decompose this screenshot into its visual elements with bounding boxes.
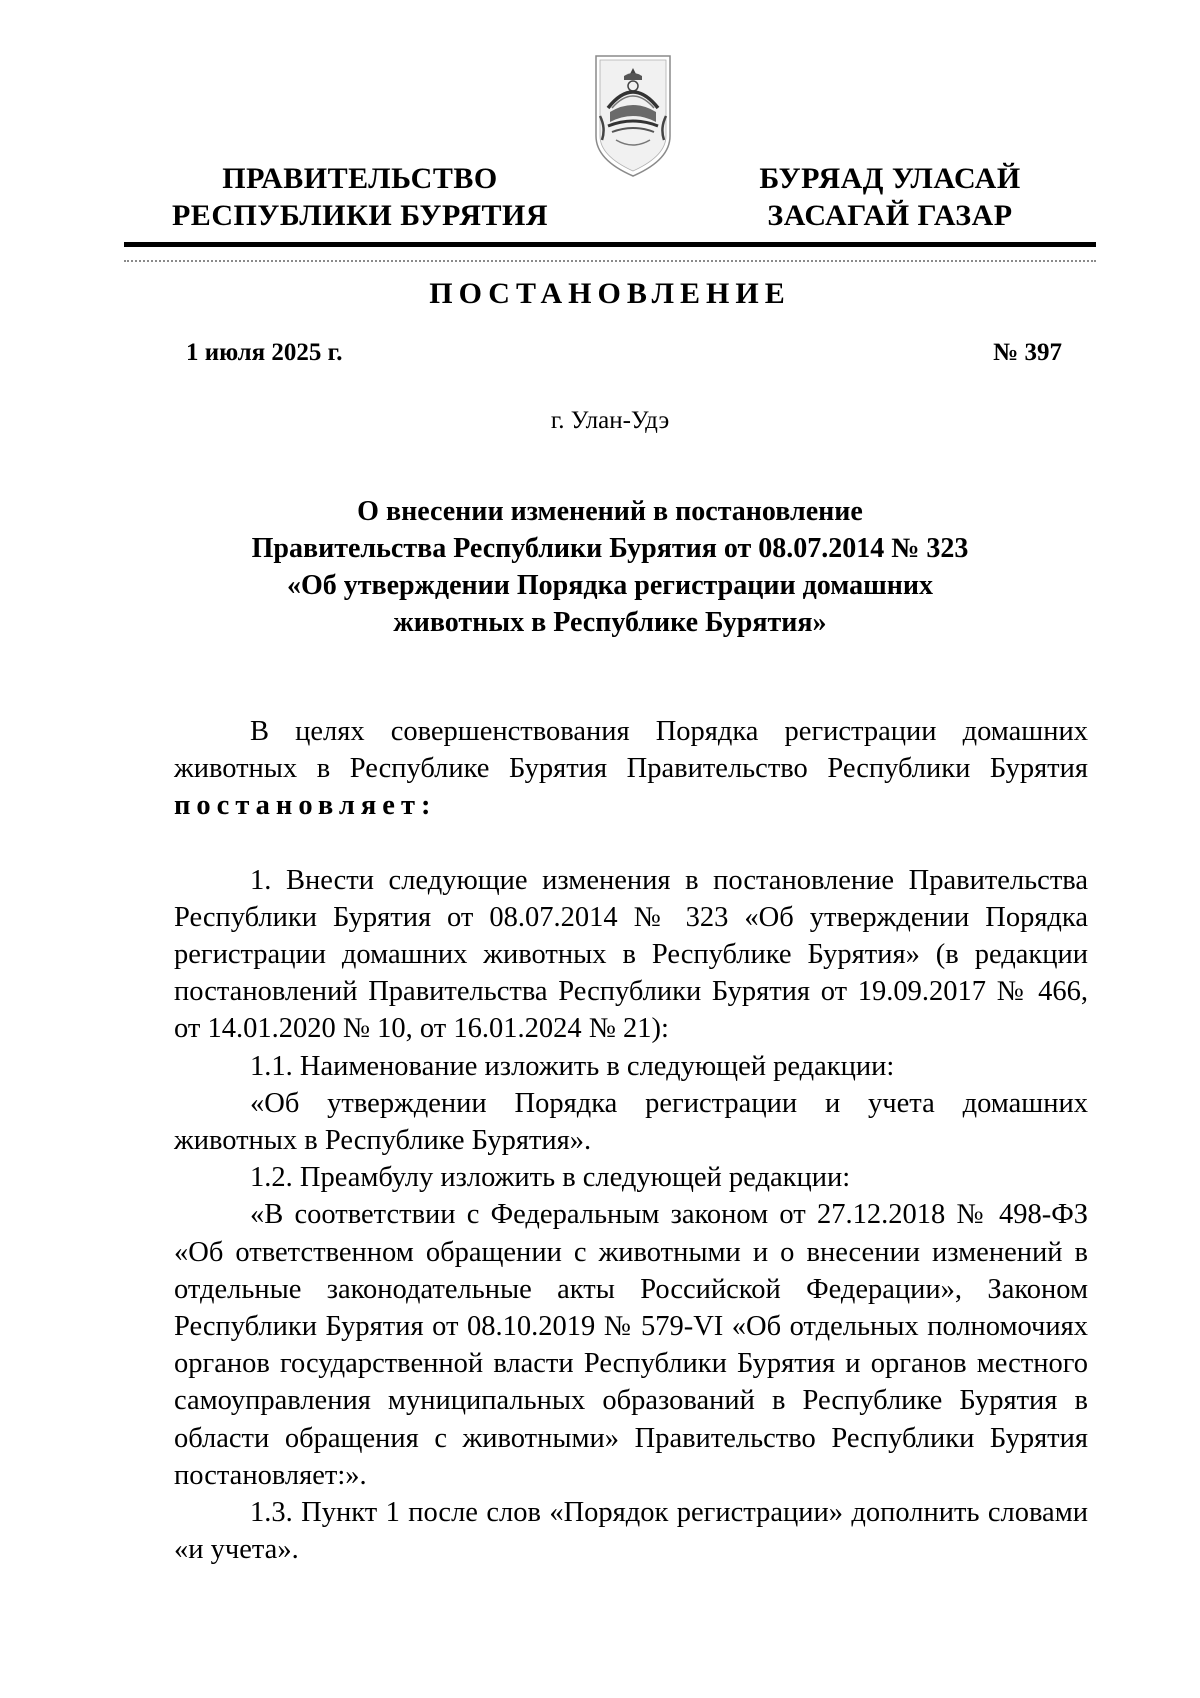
org-name-buryat-line-2: ЗАСАГАЙ ГАЗАР	[767, 199, 1013, 232]
document-body	[174, 713, 1088, 1568]
coat-of-arms-icon	[590, 52, 676, 180]
title-line: О внесении изменений в постановление	[357, 496, 863, 527]
document-city: г. Улан-Удэ	[550, 407, 670, 434]
document-title	[124, 493, 1096, 641]
document-number: № 397	[993, 339, 1062, 366]
clause-1-1: 1.1. Наименование изложить в следующей редакции:	[250, 1050, 895, 1082]
title-line: «Об утверждении Порядка регистрации домашних	[286, 570, 934, 601]
clause-1-1-text: «Об утверждении Порядка регистрации и учета домашних животных в Республике Бурятия».	[174, 1087, 1088, 1157]
org-name-line-2: РЕСПУБЛИКИ БУРЯТИЯ	[171, 199, 549, 232]
decree-word: постановляет:	[174, 790, 437, 822]
clause-1: 1. Внести следующие изменения в постановление Правительства Республики Бурятия от 08.07.2014 № 323 «Об утверждении Порядка регистрации домашних животных в Республике Бурятия» (в редакции постановлений Правительства Республики Бурятия от 19.09.2017 № 466, от 14.01.2020 № 10, от 16.01.2024 № 21):	[174, 864, 1088, 1045]
org-name-line-1: ПРАВИТЕЛЬСТВО	[222, 162, 498, 195]
clause-1-2: 1.2. Преамбулу изложить в следующей редакции:	[250, 1162, 851, 1194]
preamble-paragraph	[174, 713, 1088, 825]
organization-name-buryat	[745, 160, 1035, 234]
org-name-buryat-line-1: БУРЯАД УЛАСАЙ	[759, 162, 1021, 195]
title-line: животных в Республике Бурятия»	[393, 607, 827, 638]
document-date: 1 июля 2025 г.	[186, 339, 343, 366]
header-divider	[124, 242, 1096, 247]
clause-1-2-text: «В соответствии с Федеральным законом от 27.12.2018 № 498-ФЗ «Об ответственном обращении с животными и о внесении изменений в отдельные законодательные акты Российской Федерации», Законом Республики Бурятия от 08.10.2019 № 579-VI «Об отдельных полномочиях органов государственной власти Республики Бурятия и органов местного самоуправления муниципальных образований в Республике Бурятия в области обращения с животными» Правительство Республики Бурятия постановляет:».	[174, 1199, 1088, 1491]
clause-1-3: 1.3. Пункт 1 после слов «Порядок регистрации» дополнить словами «и учета».	[174, 1497, 1088, 1566]
title-line: Правительства Республики Бурятия от 08.07.2014 № 323	[251, 533, 969, 564]
organization-name-russian	[170, 160, 550, 234]
preamble-text: В целях совершенствования Порядка регистрации домашних животных в Республике Бурятия Правительство Республики Бурятия	[174, 716, 1088, 785]
document-type: ПОСТАНОВЛЕНИЕ	[429, 277, 791, 310]
header-divider-dotted	[124, 260, 1096, 262]
